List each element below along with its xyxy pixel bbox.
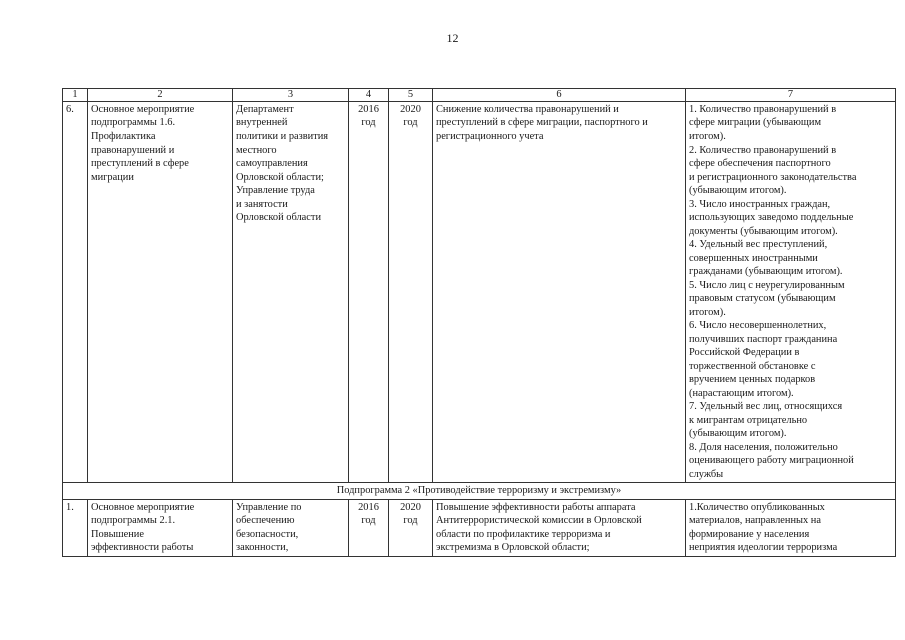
cell-line: 2020 — [400, 501, 421, 513]
expected-result-cell — [433, 499, 686, 556]
cell-line: регистрационного учета — [436, 130, 544, 142]
cell-line: итогом). — [689, 306, 726, 318]
cell-line: службы — [689, 468, 724, 480]
cell-line: 5. Число лиц с неурегулированным — [689, 279, 845, 291]
cell-line: преступлений в сфере — [91, 158, 189, 170]
subprogram-title: Подпрограмма 2 «Противодействие терроризму и экстремизму» — [63, 483, 896, 500]
cell-line: 2. Количество правонарушений в — [689, 144, 837, 156]
cell-line: Орловской области; — [236, 171, 324, 183]
cell-line: Повышение — [91, 528, 144, 540]
start-year-cell — [349, 499, 389, 556]
cell-line: документы (убывающим итогом). — [689, 225, 838, 237]
row-number: 1. — [63, 499, 88, 556]
cell-line: и занятости — [236, 198, 288, 210]
cell-line: использующих заведомо поддельные — [689, 212, 854, 224]
cell-line: Снижение количества правонарушений и — [436, 103, 619, 115]
cell-line: год — [361, 117, 376, 129]
cell-line: получивших паспорт гражданина — [689, 333, 838, 345]
cell-line: Основное мероприятие — [91, 501, 195, 513]
table-row-measure-2-1 — [63, 499, 896, 556]
cell-line: итогом). — [689, 130, 726, 142]
cell-line: 7. Удельный вес лиц, относящихся — [689, 401, 843, 413]
cell-line: совершенных иностранными — [689, 252, 818, 264]
indicators-cell — [686, 101, 896, 482]
cell-line: вручением ценных подарков — [689, 374, 816, 386]
cell-line: сфере миграции (убывающим — [689, 117, 822, 129]
cell-line: правонарушений и — [91, 144, 175, 156]
page-number: 12 — [446, 31, 459, 45]
end-year-cell — [389, 101, 433, 482]
cell-line: Управление труда — [236, 185, 315, 197]
cell-line: гражданами (убывающим итогом). — [689, 266, 843, 278]
subprogram-row — [63, 483, 896, 500]
cell-line: Повышение эффективности работы аппарата — [436, 501, 636, 513]
cell-line: 4. Удельный вес преступлений, — [689, 239, 828, 251]
cell-line: эффективности работы — [91, 542, 194, 554]
cell-line: местного — [236, 144, 277, 156]
header-cell: 2 — [88, 89, 233, 102]
measure-name-cell — [88, 499, 233, 556]
cell-line: 3. Число иностранных граждан, — [689, 198, 831, 210]
cell-line: к мигрантам отрицательно — [689, 414, 808, 426]
cell-line: Российской Федерации в — [689, 347, 800, 359]
measure-name-cell — [88, 101, 233, 482]
header-cell: 7 — [686, 89, 896, 102]
cell-line: оценивающего работу миграционной — [689, 455, 854, 467]
cell-line: подпрограммы 2.1. — [91, 515, 176, 527]
cell-line: Орловской области — [236, 212, 322, 224]
cell-line: 1. Количество правонарушений в — [689, 103, 837, 115]
end-year-cell — [389, 499, 433, 556]
cell-line: правовым статусом (убывающим — [689, 293, 836, 305]
table-row-measure-1-6 — [63, 101, 896, 482]
executor-cell — [233, 101, 349, 482]
executor-cell — [233, 499, 349, 556]
header-cell: 5 — [389, 89, 433, 102]
header-row — [63, 89, 896, 102]
cell-line: безопасности, — [236, 528, 299, 540]
cell-line: сфере обеспечения паспортного — [689, 158, 831, 170]
cell-line: 2020 — [400, 103, 421, 115]
start-year-cell — [349, 101, 389, 482]
cell-line: 8. Доля населения, положительно — [689, 441, 838, 453]
row-number: 6. — [63, 101, 88, 482]
cell-line: обеспечению — [236, 515, 295, 527]
cell-line: год — [361, 515, 376, 527]
cell-line: экстремизма в Орловской области; — [436, 542, 590, 554]
cell-line: 2016 — [358, 103, 379, 115]
cell-line: (убывающим итогом). — [689, 185, 787, 197]
cell-line: и регистрационного законодательства — [689, 171, 857, 183]
header-cell: 1 — [63, 89, 88, 102]
indicators-cell — [686, 499, 896, 556]
cell-line: Антитеррористической комиссии в Орловской — [436, 515, 642, 527]
expected-result-cell — [433, 101, 686, 482]
program-table — [62, 88, 896, 557]
cell-line: миграции — [91, 171, 134, 183]
cell-line: 2016 — [358, 501, 379, 513]
cell-line: (нарастающим итогом). — [689, 387, 794, 399]
cell-line: (убывающим итогом). — [689, 428, 787, 440]
cell-line: подпрограммы 1.6. — [91, 117, 176, 129]
cell-line: преступлений в сфере миграции, паспортного и — [436, 117, 648, 129]
cell-line: год — [403, 515, 418, 527]
cell-line: внутренней — [236, 117, 288, 129]
cell-line: 6. Число несовершеннолетних, — [689, 320, 827, 332]
cell-line: Управление по — [236, 501, 302, 513]
cell-line: законности, — [236, 542, 289, 554]
header-cell: 4 — [349, 89, 389, 102]
cell-line: самоуправления — [236, 158, 308, 170]
cell-line: Основное мероприятие — [91, 103, 195, 115]
cell-line: материалов, направленных на — [689, 515, 821, 527]
cell-line: области по профилактике терроризма и — [436, 528, 611, 540]
header-cell: 3 — [233, 89, 349, 102]
cell-line: год — [403, 117, 418, 129]
cell-line: неприятия идеологии терроризма — [689, 542, 838, 554]
cell-line: формирование у населения — [689, 528, 810, 540]
header-cell: 6 — [433, 89, 686, 102]
cell-line: Департамент — [236, 103, 294, 115]
cell-line: политики и развития — [236, 130, 329, 142]
cell-line: 1.Количество опубликованных — [689, 501, 825, 513]
cell-line: Профилактика — [91, 130, 156, 142]
cell-line: торжественной обстановке с — [689, 360, 816, 372]
